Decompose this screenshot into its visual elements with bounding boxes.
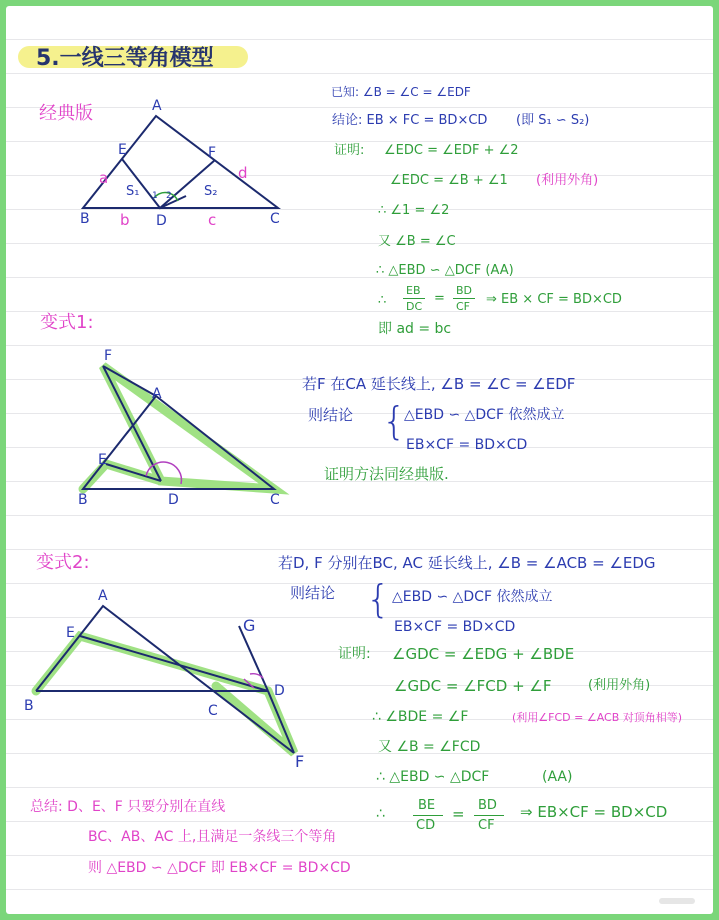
classic-side-c: c [208, 211, 217, 229]
variant2-proof-line2: ∠GDC = ∠FCD + ∠F [394, 677, 552, 695]
classic-angle-2: 2 [166, 191, 172, 201]
classic-angle-1: 1 [152, 191, 158, 201]
classic-frac-right-den: CF [456, 300, 471, 313]
variant2-vertex-g: G [243, 616, 256, 635]
variant2-proof-line3-note: (利用∠FCD = ∠ACB 对顶角相等) [512, 711, 683, 724]
variant2-frac-left-den: CD [416, 818, 436, 833]
variant2-proof-line4: 又 ∠B = ∠FCD [378, 739, 481, 755]
classic-proof-line5: ∴ △EBD ∽ △DCF (AA) [376, 263, 514, 278]
variant2-frac-right-num: BD [478, 798, 497, 813]
classic-label: 经典版 [39, 103, 93, 124]
variant2-result2: EB×CF = BD×CD [394, 619, 516, 635]
classic-conclusion: 结论: EB × FC = BD×CD [332, 113, 488, 128]
variant1-brace: { [382, 399, 407, 443]
classic-side-b: b [120, 211, 130, 229]
classic-frac-equals: = [434, 291, 445, 306]
variant2-result1: △EBD ∽ △DCF 依然成立 [392, 589, 553, 605]
classic-vertex-c: C [270, 211, 280, 227]
variant2-proof-result: ⇒ EB×CF = BD×CD [520, 803, 668, 821]
variant1-condition: 若F 在CA 延长线上, ∠B = ∠C = ∠EDF [302, 375, 576, 393]
variant2-frac-left-num: BE [418, 798, 436, 813]
classic-proof-line7: 即 ad = bc [378, 321, 452, 337]
variant1-vertex-e: E [98, 452, 107, 468]
classic-proof-note: (利用外角) [536, 173, 599, 188]
summary-line2: BC、AB、AC 上,且满足一条线三个等角 [88, 829, 337, 845]
variant2-proof-label: 证明: [338, 646, 371, 662]
classic-vertex-a: A [152, 98, 162, 114]
classic-area-s2: S₂ [204, 184, 218, 199]
variant2-frac-right-bar [474, 815, 504, 816]
variant1-proof-same: 证明方法同经典版. [324, 465, 449, 483]
classic-side-d: d [238, 164, 248, 182]
classic-triangle [83, 116, 278, 208]
variant2-then-label: 则结论 [290, 584, 336, 602]
variant2-condition: 若D, F 分别在BC, AC 延长线上, ∠B = ∠ACB = ∠EDG [278, 554, 656, 572]
variant2-frac-right-den: CF [478, 818, 495, 833]
variant1-vertex-c: C [270, 492, 280, 508]
classic-vertex-f: F [208, 145, 217, 161]
variant1-result1: △EBD ∽ △DCF 依然成立 [404, 407, 565, 423]
watermark [659, 898, 695, 904]
classic-conclusion-note: (即 S₁ ∽ S₂) [516, 113, 590, 128]
summary-line3: 则 △EBD ∽ △DCF 即 EB×CF = BD×CD [88, 860, 351, 876]
classic-frac-right-bar [453, 298, 475, 299]
classic-proof-line1: ∠EDC = ∠EDF + ∠2 [384, 143, 519, 158]
variant1-result2: EB×CF = BD×CD [406, 437, 528, 453]
classic-proof-line2: ∠EDC = ∠B + ∠1 [390, 173, 508, 188]
variant1-vertex-f: F [104, 348, 113, 364]
variant1-vertex-b: B [78, 492, 88, 508]
classic-frac-right-num: BD [456, 284, 473, 297]
variant2-vertex-a: A [98, 588, 108, 604]
classic-proof-line3: ∴ ∠1 = ∠2 [378, 203, 450, 218]
classic-proof-therefore: ∴ [378, 293, 387, 308]
variant1-then-label: 则结论 [308, 406, 354, 424]
classic-vertex-b: B [80, 211, 90, 227]
classic-vertex-e: E [118, 142, 127, 158]
classic-proof-label: 证明: [334, 143, 365, 158]
classic-side-a: a [99, 169, 109, 187]
variant1-vertex-d: D [168, 492, 179, 508]
variant1-figure [83, 366, 274, 489]
variant2-proof-line5: ∴ △EBD ∽ △DCF [376, 769, 490, 785]
classic-vertex-d: D [156, 213, 167, 229]
variant2-label: 变式2: [36, 552, 90, 573]
variant2-vertex-f: F [295, 752, 305, 771]
classic-frac-left-den: DC [406, 300, 423, 313]
variant2-proof-note: (利用外角) [588, 678, 651, 693]
variant2-vertex-e: E [66, 625, 75, 641]
variant1-vertex-a: A [152, 386, 162, 402]
variant2-brace: { [366, 577, 391, 621]
classic-known: 已知: ∠B = ∠C = ∠EDF [331, 85, 471, 99]
variant2-proof-line5-note: (AA) [542, 769, 573, 785]
classic-frac-left-bar [403, 298, 425, 299]
variant1-label: 变式1: [40, 312, 94, 333]
variant2-vertex-d: D [274, 683, 285, 699]
variant2-proof-line1: ∠GDC = ∠EDG + ∠BDE [392, 645, 575, 663]
variant2-vertex-b: B [24, 698, 34, 714]
classic-proof-line6: ⇒ EB × CF = BD×CD [486, 292, 622, 307]
classic-frac-left-num: EB [406, 284, 421, 297]
note-page [6, 6, 713, 914]
summary-line1: 总结: D、E、F 只要分别在直线 [30, 799, 226, 815]
variant2-frac-equals: = [452, 805, 465, 823]
variant2-proof-therefore: ∴ [376, 806, 385, 822]
variant2-frac-left-bar [413, 815, 443, 816]
variant2-vertex-c: C [208, 703, 218, 719]
classic-area-s1: S₁ [126, 184, 140, 199]
variant2-proof-line3: ∴ ∠BDE = ∠F [372, 709, 469, 725]
page-title: 5.一线三等角模型 [36, 46, 214, 71]
classic-proof-line4: 又 ∠B = ∠C [378, 234, 456, 249]
